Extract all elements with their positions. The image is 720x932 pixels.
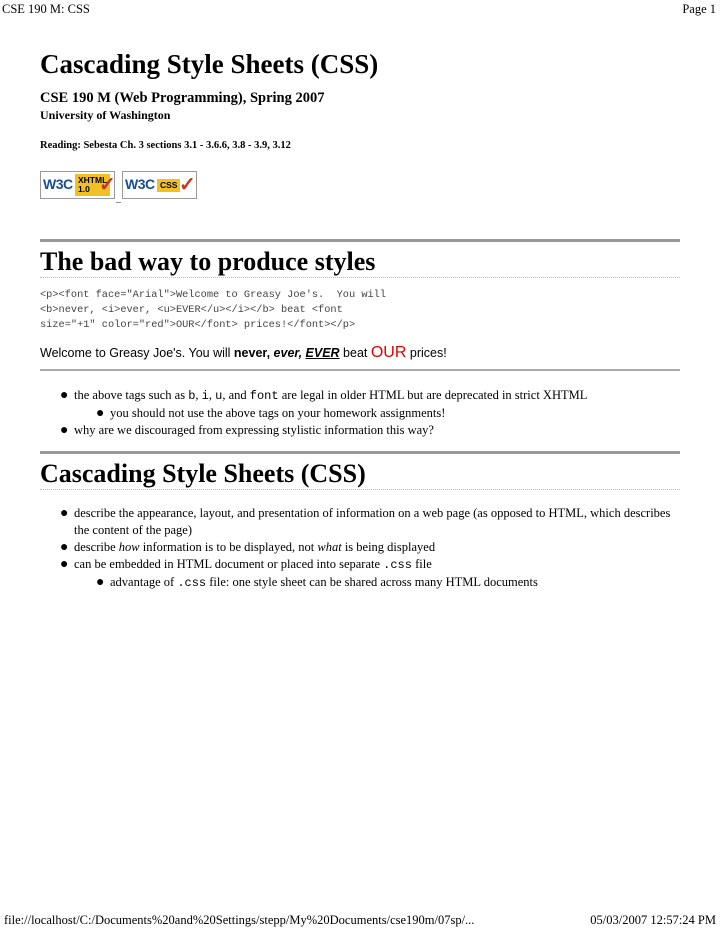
section-divider [40,451,680,454]
list-item [40,539,680,556]
reading-assignment: Reading: Sebesta Ch. 3 sections 3.1 - 3.6.6, 3.8 - 3.9, 3.12 [40,140,291,151]
code-example [40,288,680,333]
rendered-text: prices! [406,346,447,360]
w3c-logo: W3C [43,176,73,192]
bullet-icon: ● [60,423,69,438]
emphasis: what [317,540,342,554]
print-header-title: CSE 190 M: CSS [2,2,90,16]
print-footer [0,913,720,931]
page-number: Page 1 [682,2,716,16]
code-inline: u [215,389,223,403]
section-divider [40,239,680,242]
bullet-text: file [411,557,432,571]
bad-way-bullets [40,387,680,439]
rendered-bold: never, [233,346,274,360]
course-subtitle: CSE 190 M (Web Programming), Spring 2007 [40,90,325,106]
code-inline: .css [177,576,207,590]
check-icon: ✓ [179,174,196,196]
list-item [40,405,680,422]
section-heading-bad-way: The bad way to produce styles [40,247,376,276]
bullet-text: , [208,388,216,402]
badge-tag-line2: 1.0 [78,184,90,194]
bullet-text: information is to be displayed, not [139,540,318,554]
badge-tag-line1: XHTML [78,175,108,185]
code-line: size="+1" color="red">OUR</font> prices!</font></p> [40,319,356,331]
bullet-text: advantage of [110,575,178,589]
list-item [40,505,680,539]
rendered-bold-italic-underline: EVER [305,346,340,360]
bullet-text: you should not use the above tags on your homework assignments! [110,406,446,420]
page-title: Cascading Style Sheets (CSS) [40,49,379,79]
css-valid-badge[interactable] [122,171,197,199]
list-item [40,387,680,405]
institution-name: University of Washington [40,108,171,122]
css-bullets [40,505,680,592]
bullet-icon: ● [96,406,105,421]
bullet-text: file: one style sheet can be shared across many HTML documents [206,575,538,589]
rendered-text: Welcome to Greasy Joe's. You will [40,346,234,360]
badge-separator: _ [116,193,121,204]
emphasis: how [118,540,140,554]
heading-underline [40,489,680,490]
validation-badges [40,171,680,204]
bullet-text: why are we discouraged from expressing stylistic information this way? [74,423,434,437]
check-icon: ✓ [99,174,116,196]
bullet-text: are legal in older HTML but are deprecated in strict XHTML [278,388,588,402]
bullet-icon: ● [60,388,69,403]
list-item [40,422,680,439]
rendered-output [40,343,680,363]
print-timestamp: 05/03/2007 12:57:24 PM [590,913,716,927]
code-line: <p><font face="Arial">Welcome to Greasy Joe's. You will [40,289,387,301]
rendered-red-large: OUR [370,344,407,361]
bullet-text: can be embedded in HTML document or placed into separate [74,557,384,571]
code-inline: .css [383,558,412,572]
bullet-text: , [195,388,202,402]
bullet-text: is being displayed [341,540,436,554]
badge-tag: CSS [157,179,180,192]
bullet-icon: ● [60,557,69,572]
list-item [40,574,680,592]
bullet-text: , and [222,388,250,402]
rendered-bold-italic: ever, [273,346,306,360]
rendered-text: beat [339,346,371,360]
code-line: <b>never, <i>ever, <u>EVER</u></i></b> beat <font [40,304,343,316]
separator-rule [40,369,680,371]
bullet-icon: ● [60,540,69,555]
section-heading-css: Cascading Style Sheets (CSS) [40,459,366,488]
bullet-icon: ● [96,575,105,590]
print-header [0,2,720,20]
code-inline: font [249,389,279,403]
bullet-text: describe the appearance, layout, and presentation of information on a web page (as opposed to HTML, which describes the content of the page) [74,506,671,537]
list-item [40,556,680,574]
heading-underline [40,277,680,278]
document-content [40,48,680,592]
bullet-text: describe [74,540,119,554]
xhtml-valid-badge[interactable] [40,171,115,199]
bullet-icon: ● [60,506,69,521]
source-url: file://localhost/C:/Documents%20and%20Settings/stepp/My%20Documents/cse190m/07sp/... [4,913,475,927]
bullet-text: the above tags such as [74,388,189,402]
code-inline: b [188,389,196,403]
w3c-logo: W3C [125,176,155,192]
code-inline: i [201,389,209,403]
